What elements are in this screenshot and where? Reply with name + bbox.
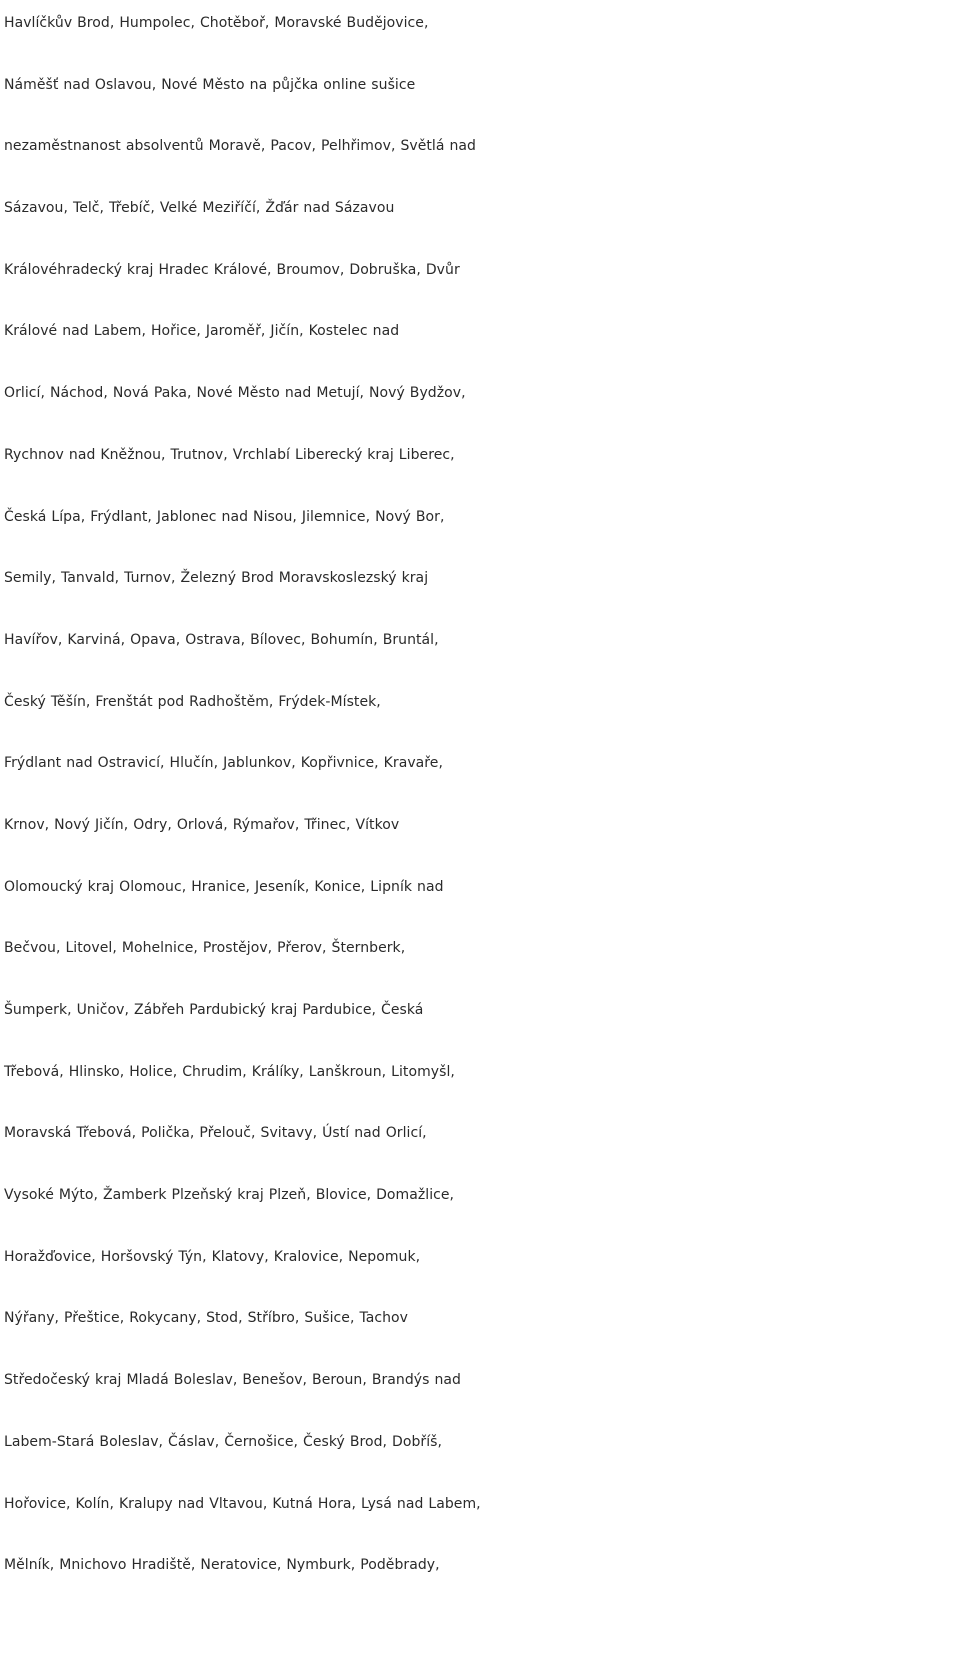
text-line: Horažďovice, Horšovský Týn, Klatovy, Kralovice, Nepomuk, xyxy=(4,1248,421,1265)
text-line: Rychnov nad Kněžnou, Trutnov, Vrchlabí Liberecký kraj Liberec, xyxy=(4,446,455,463)
text-line: Semily, Tanvald, Turnov, Železný Brod Moravskoslezský kraj xyxy=(4,570,429,587)
text-line: Mělník, Mnichovo Hradiště, Neratovice, Nymburk, Poděbrady, xyxy=(4,1557,440,1574)
text-line: Frýdlant nad Ostravicí, Hlučín, Jablunkov, Kopřivnice, Kravaře, xyxy=(4,755,443,772)
text-line: Třebová, Hlinsko, Holice, Chrudim, Králíky, Lanškroun, Litomyšl, xyxy=(4,1063,455,1080)
text-line: Nýřany, Přeštice, Rokycany, Stod, Stříbro, Sušice, Tachov xyxy=(4,1310,408,1327)
text-line: Orlicí, Náchod, Nová Paka, Nové Město nad Metují, Nový Bydžov, xyxy=(4,385,466,402)
text-line: Středočeský kraj Mladá Boleslav, Benešov, Beroun, Brandýs nad xyxy=(4,1372,461,1389)
text-line: Český Těšín, Frenštát pod Radhoštěm, Frýdek-Místek, xyxy=(4,693,381,710)
text-line: Moravská Třebová, Polička, Přelouč, Svitavy, Ústí nad Orlicí, xyxy=(4,1125,427,1142)
text-line: Sázavou, Telč, Třebíč, Velké Meziříčí, Žďár nad Sázavou xyxy=(4,200,395,217)
text-line: Hořovice, Kolín, Kralupy nad Vltavou, Kutná Hora, Lysá nad Labem, xyxy=(4,1495,481,1512)
text-line: Královéhradecký kraj Hradec Králové, Broumov, Dobruška, Dvůr xyxy=(4,261,460,278)
text-line: Šumperk, Uničov, Zábřeh Pardubický kraj Pardubice, Česká xyxy=(4,1002,424,1018)
text-line: Labem-Stará Boleslav, Čáslav, Černošice, Český Brod, Dobříš, xyxy=(4,1433,443,1450)
text-line: Bečvou, Litovel, Mohelnice, Prostějov, Přerov, Šternberk, xyxy=(4,940,406,957)
text-line: nezaměstnanost absolventů Moravě, Pacov, Pelhřimov, Světlá nad xyxy=(4,138,476,155)
text-line: Králové nad Labem, Hořice, Jaroměř, Jičín, Kostelec nad xyxy=(4,323,400,340)
text-line: Krnov, Nový Jičín, Odry, Orlová, Rýmařov, Třinec, Vítkov xyxy=(4,816,400,833)
text-line: Havířov, Karviná, Opava, Ostrava, Bílovec, Bohumín, Bruntál, xyxy=(4,631,439,648)
document-body xyxy=(4,0,956,1604)
text-line: Vysoké Mýto, Žamberk Plzeňský kraj Plzeň, Blovice, Domažlice, xyxy=(4,1187,455,1204)
text-line: Náměšť nad Oslavou, Nové Město na půjčka online sušice xyxy=(4,76,416,93)
text-line: Česká Lípa, Frýdlant, Jablonec nad Nisou, Jilemnice, Nový Bor, xyxy=(4,508,445,525)
text-line: Olomoucký kraj Olomouc, Hranice, Jeseník, Konice, Lipník nad xyxy=(4,878,444,895)
text-line: Havlíčkův Brod, Humpolec, Chotěboř, Moravské Budějovice, xyxy=(4,15,429,31)
